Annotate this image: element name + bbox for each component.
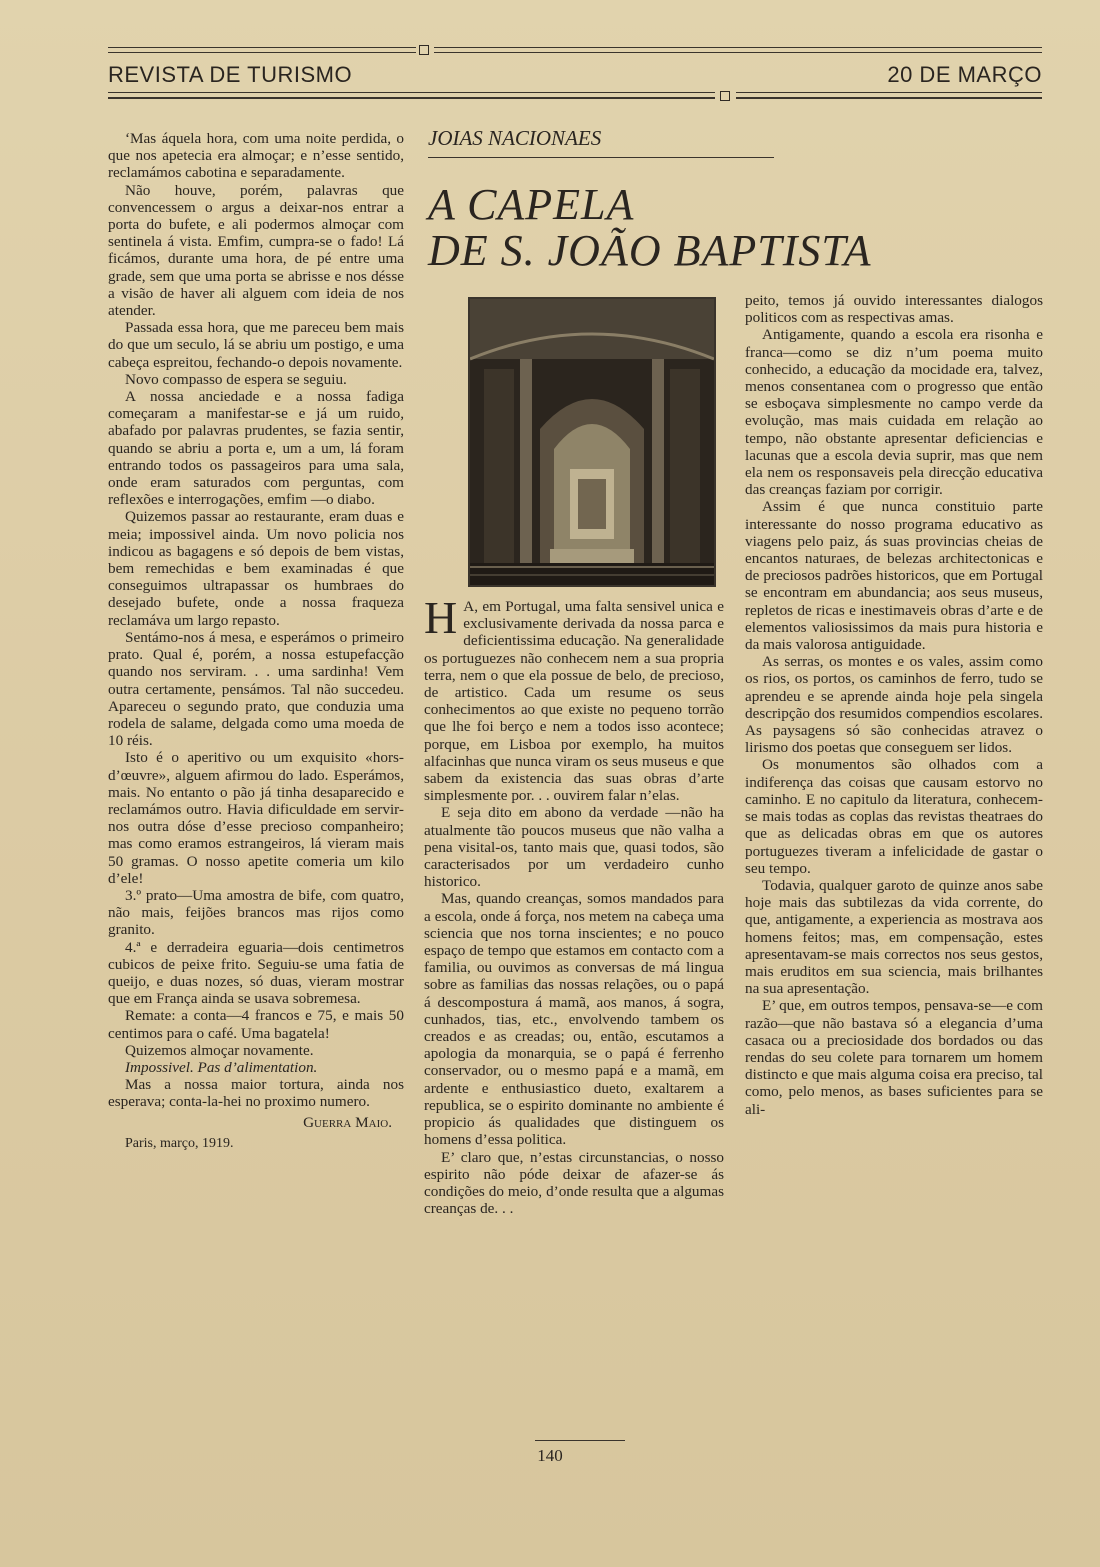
paragraph: Assim é que nunca constituio parte interessante do nosso programa educativo as viagens pelo paiz, ás suas provincias cheias de encantos naturaes, de belezas architectonicas e de preciosos padrões historicos, que em Portugal se encontram em abundancia; aos seus museus, repletos de ricas e inestimaveis obras d’arte e de elementos valiosissimos da mais pura historia e da mais valorosa antiguidade. bbox=[745, 498, 1043, 654]
top-rule-3 bbox=[434, 47, 1042, 48]
paragraph: Todavia, qualquer garoto de quinze anos sabe hoje mais das subtilezas da vida corrente, do que, antigamente, a experiencia as mostrava aos homens feitos; mas, em compensação, estes apresentavam-se mais correctos nos seus gestos, mais eruditos em sua sciencia, mais brilhantes na sua apresentação. bbox=[745, 876, 1043, 998]
top-rule-4 bbox=[434, 52, 1042, 53]
paragraph: E’ que, em outros tempos, pensava-se—e com razão—que não bastava só a elegancia d’uma casaca ou a preciosidade dos bordados ou das rendas do seu colete para tornarem um homem distincto e que mais alguma coisa era preciso, tal como, pelo menos, as bases suficientes para se ali- bbox=[745, 997, 1043, 1118]
dateline: Paris, março, 1919. bbox=[125, 1135, 234, 1151]
paragraph: Impossivel. Pas d’alimentation. bbox=[125, 1058, 318, 1076]
paragraph: Novo compasso de espera se seguiu. bbox=[125, 370, 347, 388]
paragraph: 4.ª e derradeira eguaria—dois centimetros cubicos de peixe frito. Seguiu-se uma fatia de queijo, e duas nozes, só duas, vieram mostrar que em França ainda se usava sobremesa. bbox=[108, 938, 404, 1008]
section-underline bbox=[428, 157, 774, 158]
chapel-photograph bbox=[468, 297, 716, 587]
header-rule-3 bbox=[736, 92, 1042, 93]
paragraph: Quizemos almoçar novamente. bbox=[125, 1041, 314, 1059]
paragraph: A nossa anciedade e a nossa fadiga começaram a manifestar-se e já um ruido, abafado por palavras prudentes, se fazia sentir, quando se abriu a porta e, um a um, lá foram entrando todos os passageiros para uma sala, onde eram saturados com perguntas, com reflexões e interrogações, emfim —o diabo. bbox=[108, 388, 404, 509]
section-heading: JOIAS NACIONAES bbox=[428, 126, 602, 150]
issue-date: 20 DE MARÇO bbox=[887, 62, 1042, 87]
paragraph: Os monumentos são olhados com a indiferença das coisas que causam estorvo no caminho. E no capitulo da literatura, conhecem-se mais todas as coplas das revistas theatraes do que as delicadas obras em que os autores portuguezes tiveram a infelicidade de gastar o seu tempo. bbox=[745, 756, 1043, 877]
paragraph: Mas, quando creanças, somos mandados para a escola, onde á força, nos metem na cabeça uma sciencia que nos torna inscientes; e no pouco espaço de tempo que estamos em contacto com a familia, ou ouvimos as conversas de má lingua sobre as familias das nossas relações, ou o papá á descompostura á mamã, aos manos, á sogra, cunhados, tias, etc., envolvendo tambem os creados e as creadas; ou, então, escutamos a apologia da monarquia, se o papá é ferrenho conservador, ou o mesmo papá e a mamã, em ardente e enthusiastico dueto, exaltarem a republica, se o espirito dominante no ambiente é propicio ás qualidades que distinguem os homens d’essa politica. bbox=[424, 890, 724, 1149]
paragraph: 3.º prato—Uma amostra de bife, com quatro, não mais, feijões brancos mas rijos como granito. bbox=[108, 886, 404, 939]
top-rule-2 bbox=[108, 52, 416, 53]
paragraph: Antigamente, quando a escola era risonha e franca—como se diz n’um poema muito conhecido, a educação da mocidade era, talvez, menos consentanea com o progresso que então se esboçava simplesmente no campo verde da evolução, mas mais cuidada em relação ao tempo, não obstante apresentar deficiencias e lacunas que a escola devia suprir, mas que nem ela nem os responsaveis pela direcção educativa das creanças faziam por corrigir. bbox=[745, 326, 1043, 499]
paragraph: E’ claro que, n’estas circunstancias, o nosso espirito não póde deixar de afazer-se ás condições do meio, d’onde resulta que a algumas creanças de. . . bbox=[424, 1148, 724, 1218]
article-right-column bbox=[745, 292, 1043, 1118]
top-rule-1 bbox=[108, 47, 416, 48]
author-signature: Guerra Maio. bbox=[303, 1113, 392, 1131]
paragraph: peito, temos já ouvido interessantes dialogos politicos com as respectivas amas. bbox=[745, 292, 1043, 327]
header-rule-4 bbox=[736, 97, 1042, 99]
masthead-title: REVISTA DE TURISMO bbox=[108, 62, 353, 87]
paragraph bbox=[424, 592, 724, 805]
paragraph: Passada essa hora, que me pareceu bem mais do que um seculo, lá se abriu um postigo, e uma cabeça espreitou, fechando-o depois novamente. bbox=[108, 319, 404, 371]
paragraph-text: A, em Portugal, uma falta sensivel unica e exclusivamente derivada da nossa parca e deficientissima educação. Na generalidade os portuguezes não conhecem nem a sua propria terra, nem o que ela possue de belo, de precioso, de artistico. Cada um resume os seus conhecimentos ao que existe no pequeno torrão que lhe foi berço e nem a todos isso acontece; porque, em Lisboa por exemplo, ha muitos alfacinhas que nunca viram os seus museus e que sabem da existencia das suas obras d’arte simplesmente por. . . ouvirem falar n’elas. bbox=[424, 598, 724, 805]
paragraph: E seja dito em abono da verdade —não ha atualmente tão poucos museus que não valha a pena visital-os, tanto mais que, quasi todos, são caracterisados por um verdadeiro cunho historico. bbox=[424, 804, 724, 891]
paragraph: As serras, os montes e os vales, assim como os rios, os portos, os caminhos de ferro, tudo se aprendeu e se aprende ainda hoje pela singela descripção dos resumidos compendios escolares. As paysagens só são conhecidas atravez o lirismo dos poetas que conseguem ser lidos. bbox=[745, 653, 1043, 757]
paragraph: Sentámo-nos á mesa, e esperámos o primeiro prato. Qual é, porém, a nossa estupefacção quando nos serviram. . . uma sardinha! Vem outra certamente, pensámos. Tal não succedeu. Apareceu o segundo prato, que conduzia uma rodela de salame, delgada como uma moeda de 10 réis. bbox=[108, 628, 404, 750]
paragraph: ‘Mas áquela hora, com uma noite perdida, o que nos apetecia era almoçar; e n’esse sentido, reclamámos cabotina e separadamente. bbox=[108, 130, 404, 182]
page-number: 140 bbox=[537, 1446, 563, 1465]
ornament-square-header bbox=[720, 91, 730, 101]
chapel-interior-image bbox=[470, 299, 714, 585]
paragraph: Isto é o aperitivo ou um exquisito «hors-d’œuvre», alguem afirmou do lado. Esperámos, mais. No entanto o pão já tinha desaparecido e reclamámos outro. Havia dificuldade em servir-nos outra dóse d’esse precioso companheiro; mas como eramos estrangeiros, lá vieram mais 50 gramas. O nosso apetite comeria um kilo d’ele! bbox=[108, 749, 404, 887]
header-rule-1 bbox=[108, 92, 715, 93]
left-column bbox=[108, 130, 404, 1152]
paragraph: Não houve, porém, palavras que convencessem o argus a deixar-nos entrar a porta do bufete, e ali podermos almoçar com sentinela á vista. Emfim, cumpra-se o fado! Lá ficámos, durante uma hora, de pé entre uma grade, sem que uma porta se abrisse e nos désse a visão de haver ali alguem com ideia de nos atender. bbox=[108, 181, 404, 320]
footer-rule bbox=[535, 1440, 625, 1441]
ornament-square-top bbox=[419, 45, 429, 55]
paragraph: Mas a nossa maior tortura, ainda nos esperava; conta-la-hei no proximo numero. bbox=[108, 1076, 404, 1111]
paragraph: Remate: a conta—4 francos e 75, e mais 50 centimos para o café. Uma bagatela! bbox=[108, 1007, 404, 1042]
drop-cap: H bbox=[424, 592, 458, 643]
article-title-line1: A CAPELA bbox=[428, 180, 635, 229]
article-middle-column bbox=[424, 592, 724, 1218]
paragraph: Quizemos passar ao restaurante, eram duas e meia; impossivel ainda. Um novo policia nos indicou as bagagens e só depois de bem vistas, bem remechidas e bem examinadas é que conseguimos ultrapassar os humbraes do desejado bufete, onde a nossa fraqueza reclamáva um largo repasto. bbox=[108, 508, 404, 629]
header-rule-2 bbox=[108, 97, 715, 99]
article-title-line2: DE S. JOÃO BAPTISTA bbox=[428, 226, 872, 275]
